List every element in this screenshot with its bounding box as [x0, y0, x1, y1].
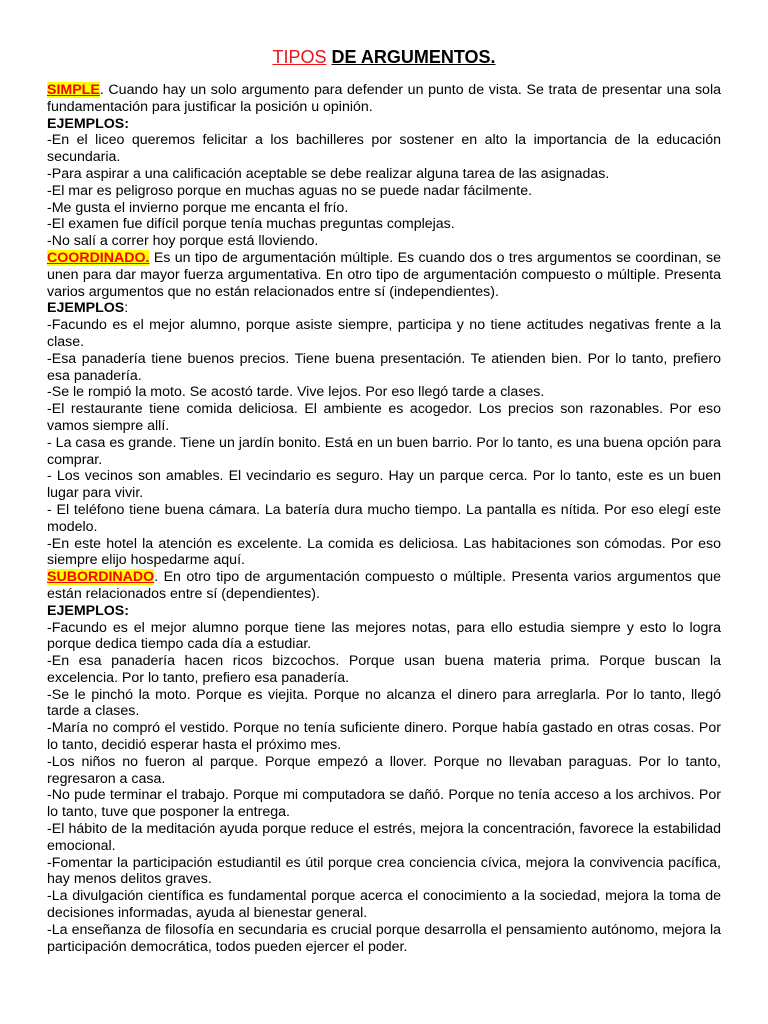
coordinado-examples-label: EJEMPLOS	[47, 300, 125, 317]
subordinado-definition-text: . En otro tipo de argumentación compuesto o múltiple. Presenta varios argumentos que están relacionados entre sí (dependientes).	[47, 569, 721, 602]
simple-examples-label: EJEMPLOS:	[47, 115, 129, 132]
document-body	[47, 82, 721, 955]
list-item: -Me gusta el invierno porque me encanta el frío.	[47, 199, 349, 216]
term-subordinado: SUBORDINADO	[47, 569, 155, 586]
list-item: -En este hotel la atención es excelente. La comida es deliciosa. Las habitaciones son cómodas. Por eso siempre elijo hospedarme aquí.	[47, 535, 721, 569]
list-item: -Para aspirar a una calificación aceptable se debe realizar alguna tarea de las asignadas.	[47, 165, 610, 182]
list-item: - El teléfono tiene buena cámara. La batería dura mucho tiempo. La pantalla es nítida. Por eso elegí este modelo.	[47, 501, 721, 535]
list-item: -En esa panadería hacen ricos bizcochos. Porque usan buena materia prima. Porque buscan la excelencia. Por lo tanto, prefiero esa panadería.	[47, 653, 721, 686]
list-item: -María no compró el vestido. Porque no tenía suficiente dinero. Porque había gastado en otras cosas. Por lo tanto, decidió esperar hasta el próximo mes.	[47, 720, 721, 754]
subordinado-definition	[47, 569, 721, 603]
list-item: -Facundo es el mejor alumno porque tiene las mejores notas, para ello estudia siempre y esto lo logra porque dedica tiempo cada día a estudiar.	[47, 619, 721, 653]
page-title	[0, 46, 768, 68]
list-item: -El hábito de la meditación ayuda porque reduce el estrés, mejora la concentración, favorece la estabilidad emocional.	[47, 821, 721, 854]
title-part-argumentos: DE ARGUMENTOS.	[331, 47, 496, 67]
list-item: -El examen fue difícil porque tenía muchas preguntas complejas.	[47, 216, 455, 233]
list-item: -Se le rompió la moto. Se acostó tarde. Vive lejos. Por eso llegó tarde a clases.	[47, 384, 545, 401]
coordinado-examples-colon: :	[124, 300, 129, 317]
title-part-tipos: TIPOS	[272, 47, 327, 67]
list-item: -Se le pinchó la moto. Porque es viejita. Porque no alcanza el dinero para arreglarla. Por lo tanto, llegó tarde a clases.	[47, 686, 721, 720]
list-item: - La casa es grande. Tiene un jardín bonito. Está en un buen barrio. Por lo tanto, es una buena opción para comprar.	[47, 434, 721, 468]
list-item: - Los vecinos son amables. El vecindario es seguro. Hay un parque cerca. Por lo tanto, este es un buen lugar para vivir.	[47, 468, 721, 502]
list-item: -El restaurante tiene comida deliciosa. El ambiente es acogedor. Los precios son razonables. Por eso vamos siempre allí.	[47, 401, 721, 434]
list-item: -En el liceo queremos felicitar a los bachilleres por sostener en alto la importancia de la educación secundaria.	[47, 132, 721, 166]
list-item: -Los niños no fueron al parque. Porque empezó a llover. Porque no llevaban paraguas. Por lo tanto, regresaron a casa.	[47, 753, 721, 787]
coordinado-definition-text: Es un tipo de argumentación múltiple. Es cuando dos o tres argumentos se coordinan, se unen para dar mayor fuerza argumentativa. En otro tipo de argumentación compuesto o múltiple. Presenta varios argumentos que no están relacionados entre sí (independientes).	[47, 249, 721, 300]
coordinado-definition	[47, 250, 721, 300]
simple-definition-text: . Cuando hay un solo argumento para defender un punto de vista. Se trata de presentar una sola fundamentación para justificar la posición u opinión.	[47, 82, 721, 115]
coordinado-examples-label-line	[47, 300, 721, 317]
list-item: -No salí a correr hoy porque está lloviendo.	[47, 233, 319, 250]
coordinado-examples-list	[47, 317, 721, 569]
list-item: -Fomentar la participación estudiantil es útil porque crea conciencia cívica, mejora la convivencia pacífica, hay menos delitos graves.	[47, 854, 721, 888]
simple-examples-list	[47, 132, 721, 250]
list-item: -La enseñanza de filosofía en secundaria es crucial porque desarrolla el pensamiento autónomo, mejora la participación democrática, todos pueden ejercer el poder.	[47, 921, 721, 955]
subordinado-examples-list	[47, 620, 721, 956]
term-simple: SIMPLE	[47, 82, 100, 98]
list-item: -El mar es peligroso porque en muchas aguas no se puede nadar fácilmente.	[47, 182, 533, 199]
list-item: -Facundo es el mejor alumno, porque asiste siempre, participa y no tiene actitudes negativas frente a la clase.	[47, 317, 721, 350]
list-item: -La divulgación científica es fundamental porque acerca el conocimiento a la sociedad, mejora la toma de decisiones informadas, ayuda al bienestar general.	[47, 888, 721, 922]
list-item: -No pude terminar el trabajo. Porque mi computadora se dañó. Porque no tenía acceso a los archivos. Por lo tanto, tuve que posponer la entrega.	[47, 787, 721, 821]
simple-definition	[47, 82, 721, 116]
subordinado-examples-label: EJEMPLOS:	[47, 602, 129, 619]
term-coordinado: COORDINADO.	[47, 249, 150, 266]
list-item: -Esa panadería tiene buenos precios. Tiene buena presentación. Te atienden bien. Por lo tanto, prefiero esa panadería.	[47, 350, 721, 384]
